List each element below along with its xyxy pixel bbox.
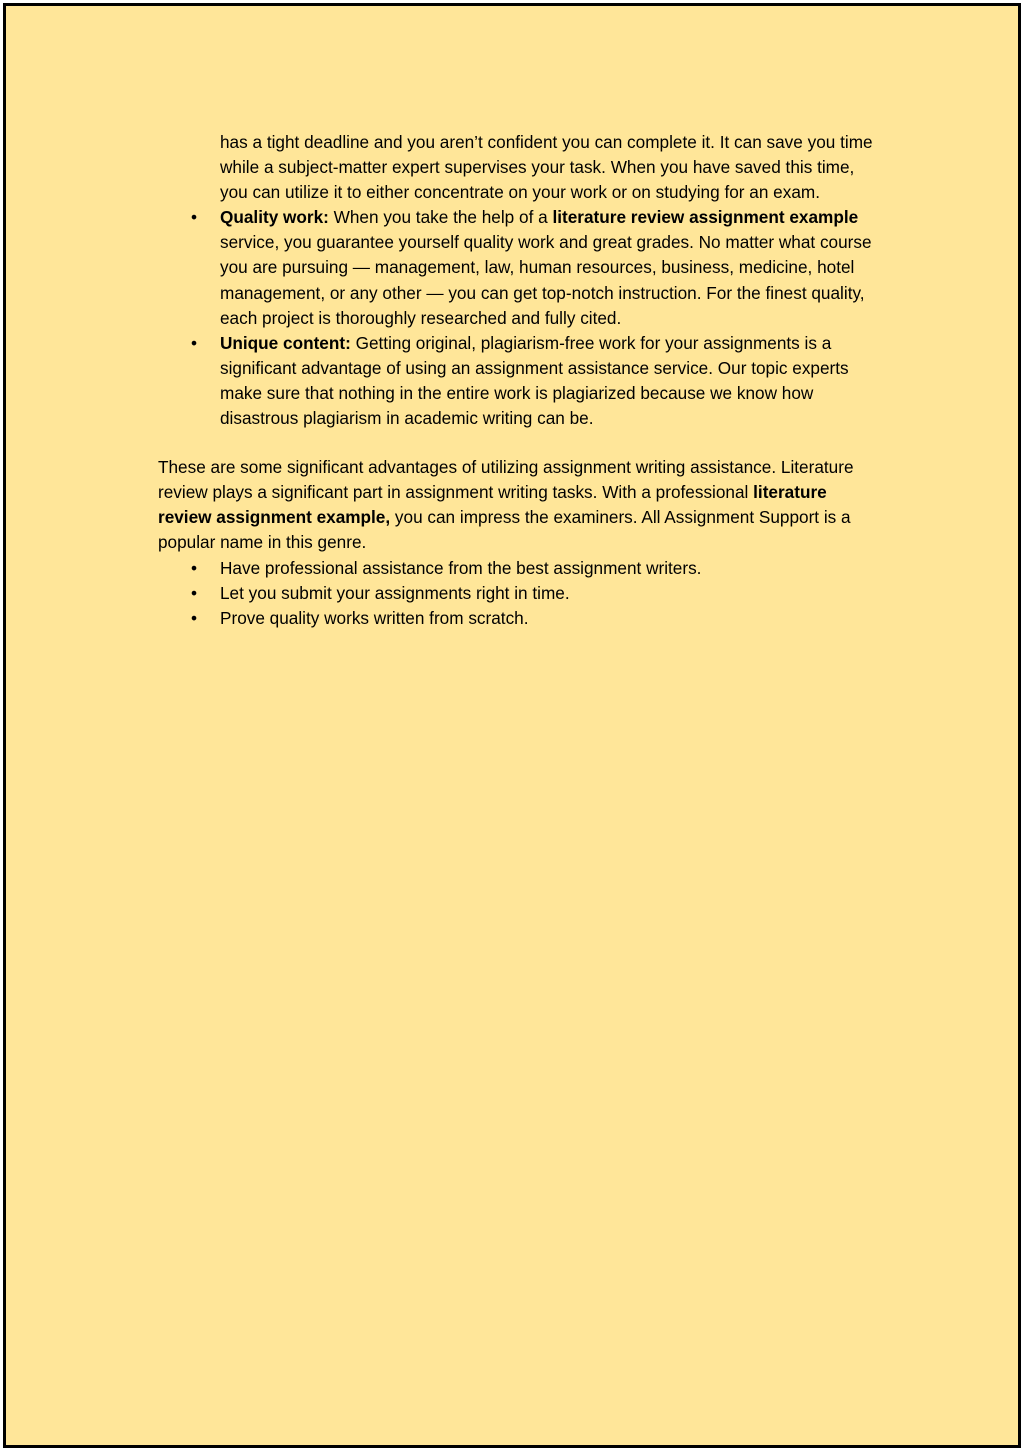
benefit-keyword: literature review assignment example [552,207,859,228]
list-item [158,606,878,631]
benefit-title: Quality work: [220,207,329,228]
bullet-icon: • [191,582,198,603]
list-item [158,581,878,606]
list-item-quality-work [158,205,878,330]
document-page [3,3,1021,1448]
feature-text: Have professional assistance from the best assignment writers. [220,557,702,578]
summary-keyword: literature review assignment example, [158,482,827,528]
bullet-icon: • [191,607,198,628]
benefits-list [158,205,878,431]
summary-paragraph [158,455,878,555]
features-list [158,556,878,631]
bullet-icon: • [191,557,198,578]
benefit-text: When you take the help of a [328,207,553,228]
feature-text: Prove quality works written from scratch. [220,607,529,628]
summary-text: These are some significant advantages of utilizing assignment writing assistance. Literature review plays a significant part in assignment writing tasks. With a professional [158,457,854,503]
benefit-text: Getting original, plagiarism-free work for your assignments is a significant advantage of using an assignment assistance service. Our topic experts make sure that nothing in the entire work is plagiarized because we know how disastrous plagiarism in academic writing can be. [220,332,849,429]
page-content [158,130,878,631]
list-item [158,556,878,581]
benefit-text: service, you guarantee yourself quality work and great grades. No matter what course you are pursuing — management, law, human resources, business, medicine, hotel management, or any other — you can get top-notch instruction. For the finest quality, each project is thoroughly researched and fully cited. [220,232,872,328]
continued-paragraph: has a tight deadline and you aren’t confident you can complete it. It can save you time while a subject-matter expert supervises your task. When you have saved this time, you can utilize it to either concentrate on your work or on studying for an exam. [220,132,873,203]
benefit-title: Unique content: [220,332,351,353]
summary-text: you can impress the examiners. All Assignment Support is a popular name in this genre. [158,507,851,553]
bullet-icon: • [191,332,198,353]
feature-text: Let you submit your assignments right in time. [220,582,570,603]
bullet-icon: • [191,207,198,228]
list-item-unique-content [158,331,878,431]
